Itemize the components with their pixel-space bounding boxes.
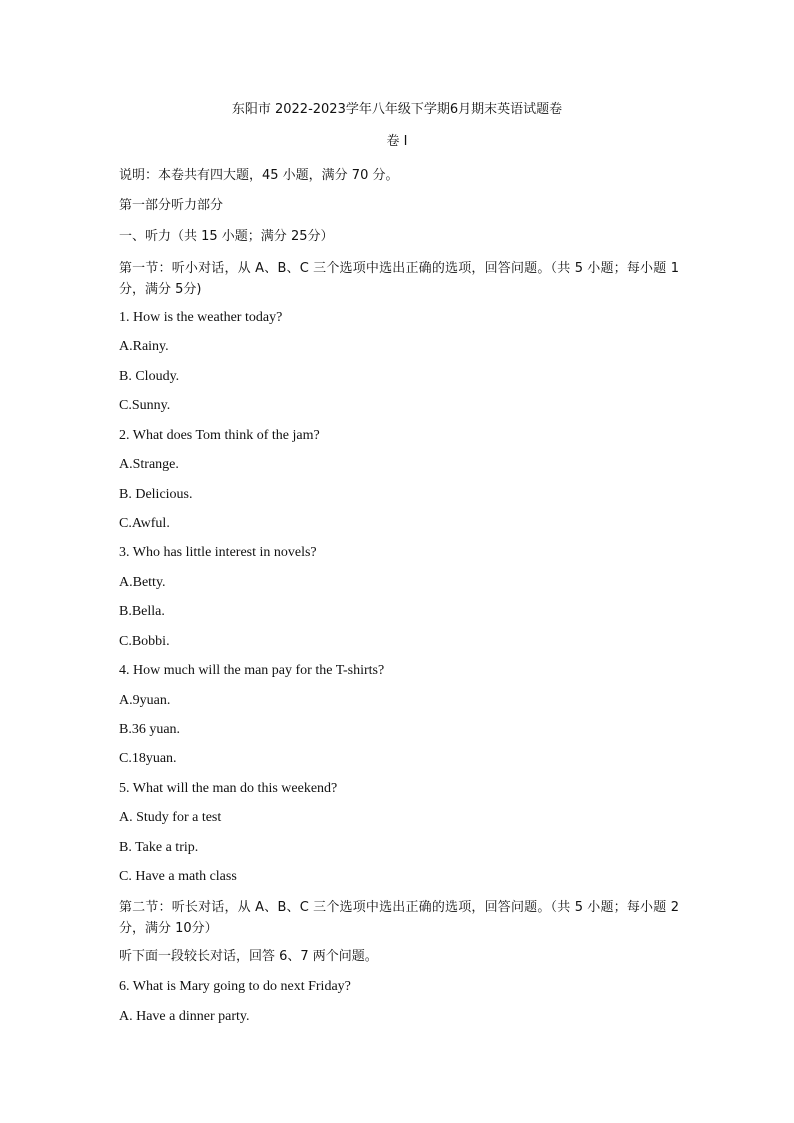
exam-title: 东阳市 2022-2023学年八年级下学期6月期末英语试题卷	[231, 102, 563, 117]
q5-option-a: A. Study for a test	[119, 810, 222, 825]
question-3: 3. Who has little interest in novels?	[119, 545, 317, 560]
question-4: 4. How much will the man pay for the T-shirts?	[119, 663, 385, 678]
q4-option-c: C.18yuan.	[119, 751, 177, 766]
q6-option-a: A. Have a dinner party.	[119, 1009, 250, 1024]
section1-intro: 第一节：听小对话，从 A、B、C 三个选项中选出正确的选项，回答问题。（共 5 小题；每小题 1 分，满分 5分)	[119, 261, 679, 297]
section-heading: 一、听力（共 15 小题；满分 25分）	[119, 229, 334, 244]
question-6: 6. What is Mary going to do next Friday?	[119, 979, 351, 994]
question-1: 1. How is the weather today?	[119, 310, 283, 325]
dialogue-instruction: 听下面一段较长对话，回答 6、7 两个问题。	[119, 949, 378, 964]
q4-option-b: B.36 yuan.	[119, 722, 181, 737]
q2-option-a: A.Strange.	[119, 457, 179, 472]
q1-option-a: A.Rainy.	[119, 339, 169, 354]
q1-option-b: B. Cloudy.	[119, 369, 180, 384]
q3-option-a: A.Betty.	[119, 575, 166, 590]
volume-label: 卷 I	[386, 134, 408, 149]
instructions: 说明：本卷共有四大题，45 小题，满分 70 分。	[119, 168, 399, 183]
q2-option-b: B. Delicious.	[119, 487, 193, 502]
q1-option-c: C.Sunny.	[119, 398, 171, 413]
q2-option-c: C.Awful.	[119, 516, 170, 531]
q5-option-c: C. Have a math class	[119, 869, 237, 884]
q5-option-b: B. Take a trip.	[119, 840, 199, 855]
q4-option-a: A.9yuan.	[119, 693, 171, 708]
section2-intro: 第二节：听长对话，从 A、B、C 三个选项中选出正确的选项，回答问题。（共 5 小题；每小题 2分，满分 10分）	[119, 900, 679, 936]
part-heading: 第一部分听力部分	[119, 198, 224, 213]
question-2: 2. What does Tom think of the jam?	[119, 428, 320, 443]
q3-option-b: B.Bella.	[119, 604, 165, 619]
question-5: 5. What will the man do this weekend?	[119, 781, 338, 796]
q3-option-c: C.Bobbi.	[119, 634, 170, 649]
